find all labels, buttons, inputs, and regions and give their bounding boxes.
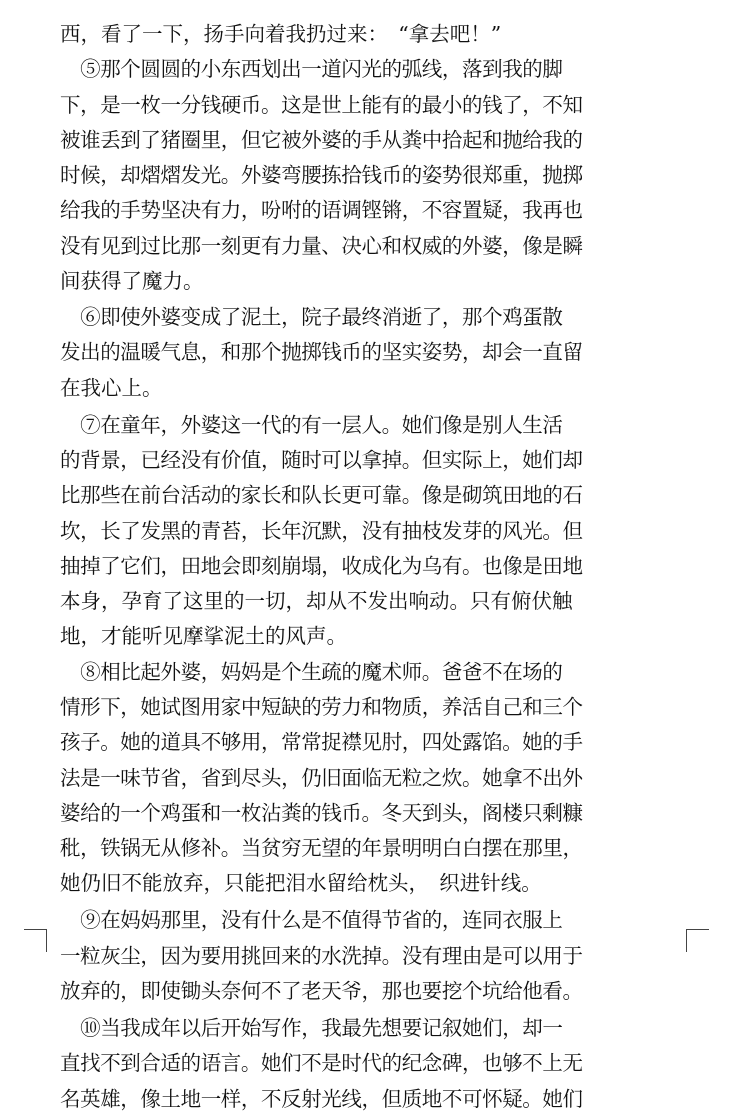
text-line: 本身，孕育了这里的一切，却从不发出响动。只有俯伏触 — [60, 589, 573, 613]
text-line: 在我心上。 — [60, 376, 163, 400]
text-line: 给我的手势坚决有力，吩咐的语调铿锵，不容置疑，我再也 — [60, 198, 583, 222]
text-line: 下，是一枚一分钱硬币。这是世上能有的最小的钱了，不知 — [60, 93, 583, 117]
text-line: 一粒灰尘，因为要用挑回来的水洗掉。没有理由是可以用于 — [60, 944, 583, 968]
crop-mark-bottom-right — [686, 929, 709, 952]
text-line: 孩子。她的道具不够用，常常捉襟见肘，四处露馅。她的手 — [60, 730, 583, 754]
text-line: ⑥即使外婆变成了泥土，院子最终消逝了，那个鸡蛋散 — [60, 305, 563, 329]
text-line: 被谁丢到了猪圈里，但它被外婆的手从粪中拾起和抛给我的 — [60, 128, 583, 152]
text-line: 地，才能听见摩挲泥土的风声。 — [60, 624, 347, 648]
text-line: 的背景，已经没有价值，随时可以拿掉。但实际上，她们却 — [60, 448, 583, 472]
text-line: ⑦在童年，外婆这一代的有一层人。她们像是别人生活 — [60, 413, 563, 437]
text-line: ⑧相比起外婆，妈妈是个生疏的魔术师。爸爸不在场的 — [60, 660, 563, 684]
text-line: 时候，却熠熠发光。外婆弯腰拣拾钱币的姿势很郑重，抛掷 — [60, 163, 583, 187]
text-line: ⑨在妈妈那里，没有什么是不值得节省的，连同衣服上 — [60, 908, 563, 932]
text-line: ⑩当我成年以后开始写作，我最先想要记叙她们，却一 — [60, 1016, 563, 1040]
text-line: 西，看了一下，扬手向着我扔过来： “拿去吧！” — [60, 22, 502, 46]
text-line: 她仍旧不能放弃，只能把泪水留给枕头， 织进针线。 — [60, 871, 542, 895]
text-line: 发出的温暖气息，和那个抛掷钱币的坚实姿势，却会一直留 — [60, 340, 583, 364]
text-line: 婆给的一个鸡蛋和一枚沾粪的钱币。冬天到头，阁楼只剩糠 — [60, 801, 583, 825]
text-line: 法是一味节省，省到尽头，仍旧面临无粒之炊。她拿不出外 — [60, 766, 583, 790]
text-line: 放弃的，即使锄头奈何不了老天爷，那也要挖个坑给他看。 — [60, 979, 583, 1003]
text-line: 情形下，她试图用家中短缺的劳力和物质，养活自己和三个 — [60, 695, 583, 719]
text-line: 秕，铁锅无从修补。当贫穷无望的年景明明白白摆在那里， — [60, 836, 583, 860]
text-line: 没有见到过比那一刻更有力量、决心和权威的外婆，像是瞬 — [60, 234, 583, 258]
text-body — [60, 14, 674, 1111]
text-line: 坎，长了发黑的青苔，长年沉默，没有抽枝发芽的风光。但 — [60, 519, 583, 543]
text-line: 比那些在前台活动的家长和队长更可靠。像是砌筑田地的石 — [60, 483, 583, 507]
text-line: 抽掉了它们，田地会即刻崩塌，收成化为乌有。也像是田地 — [60, 554, 583, 578]
text-line: 名英雄，像土地一样，不反射光线，但质地不可怀疑。她们 — [60, 1087, 583, 1111]
crop-mark-bottom-left — [24, 929, 47, 952]
text-line: 间获得了魔力。 — [60, 269, 204, 293]
text-line: 直找不到合适的语言。她们不是时代的纪念碑，也够不上无 — [60, 1051, 583, 1075]
text-line: ⑤那个圆圆的小东西划出一道闪光的弧线，落到我的脚 — [60, 57, 563, 81]
